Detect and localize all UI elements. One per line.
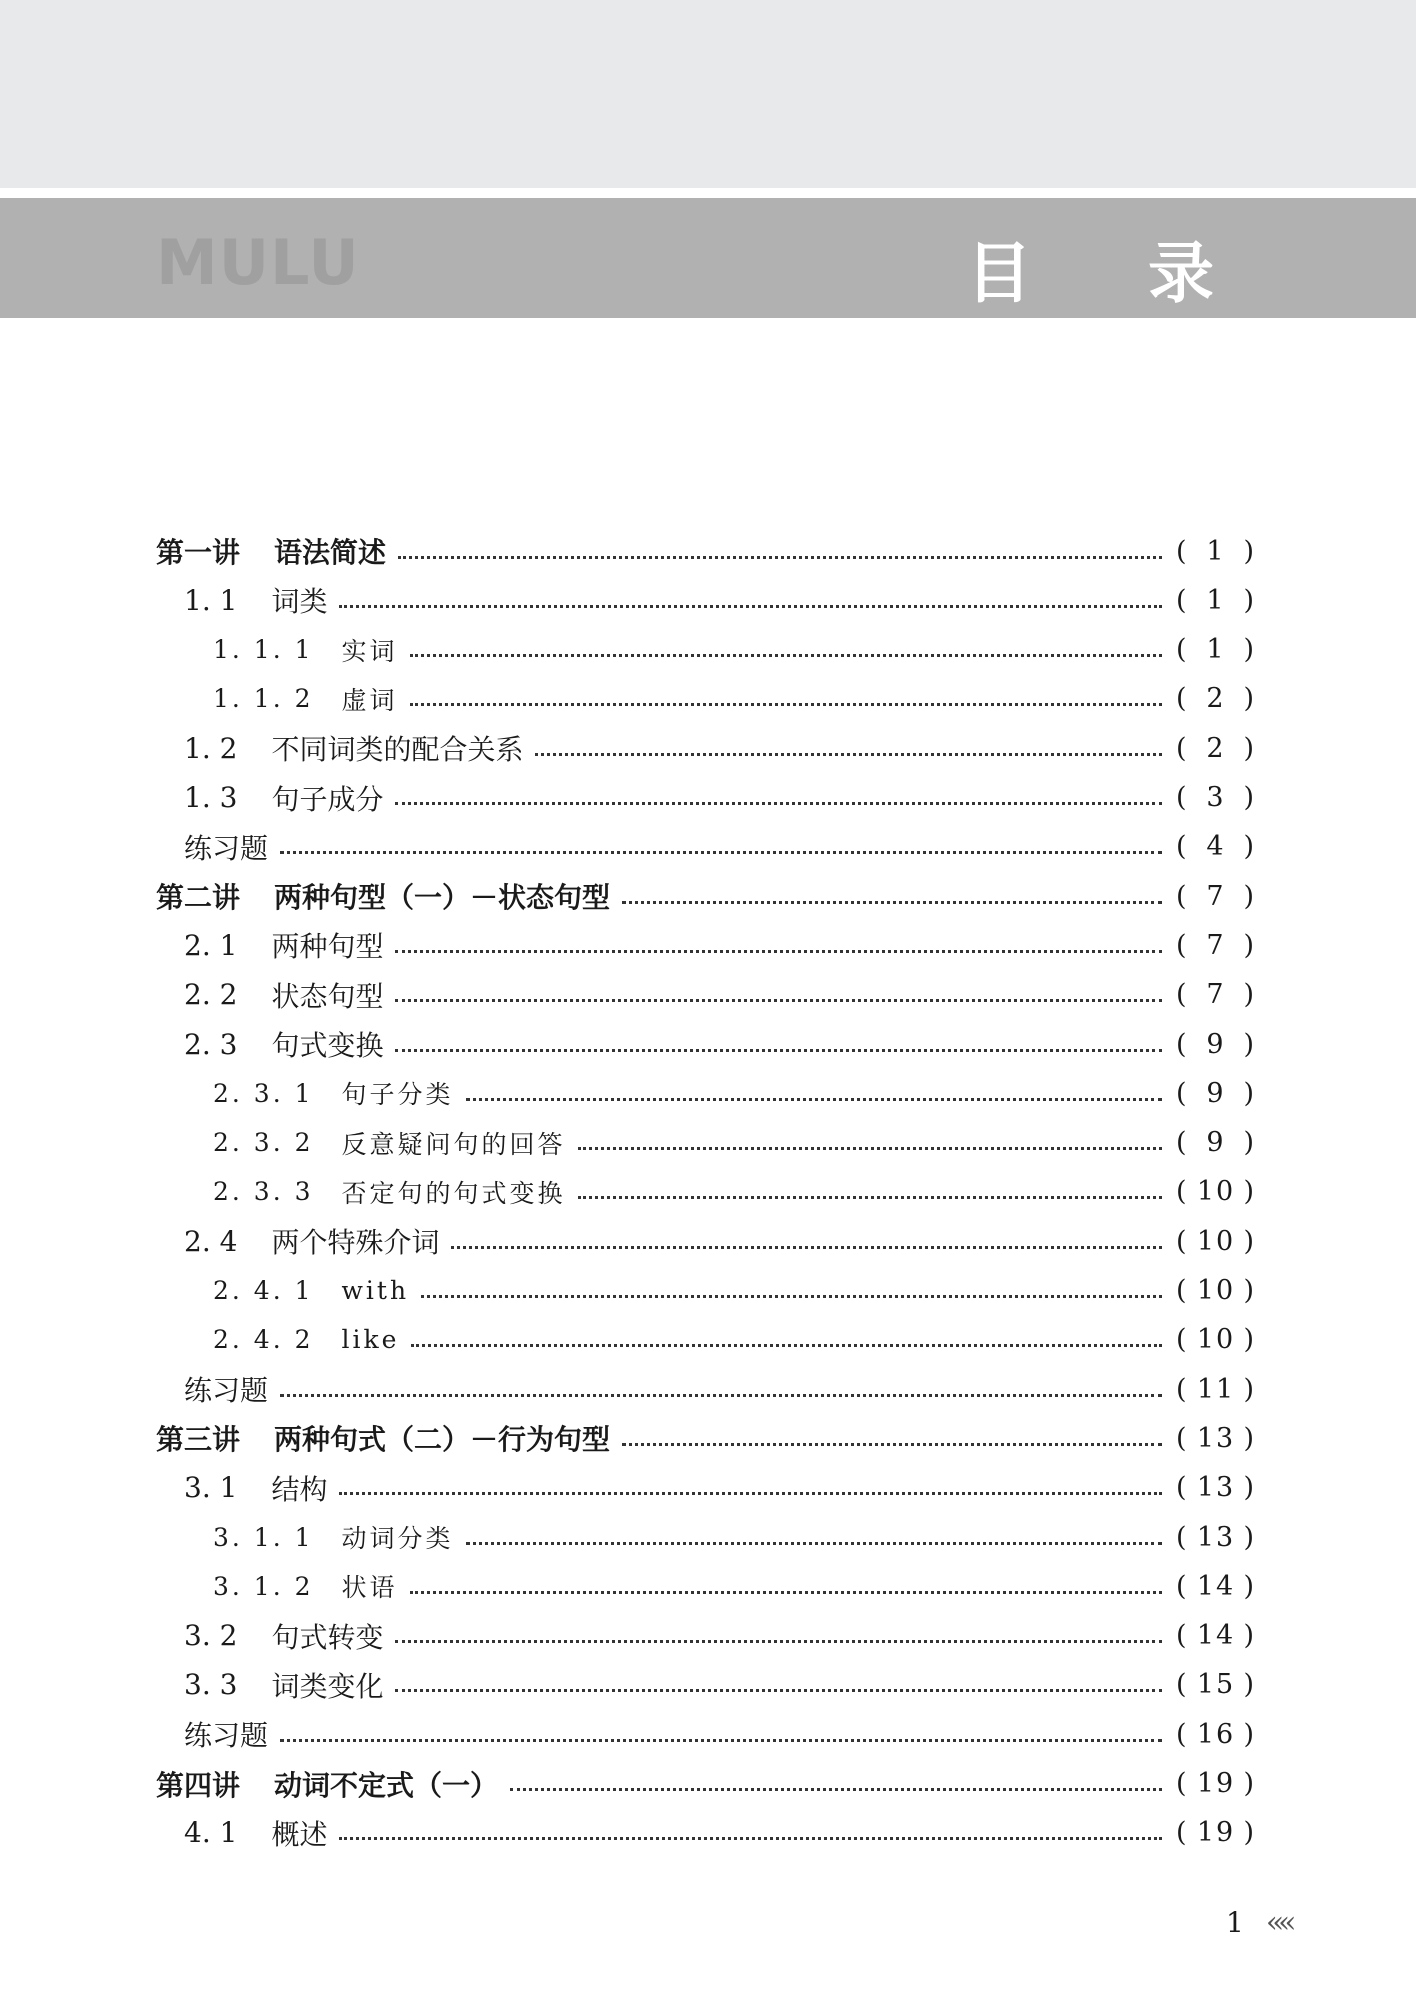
dot-leader [280,851,1162,854]
toc-entry-number: 第一讲 [156,536,241,569]
header-title-char-1: 目 [966,235,1032,312]
toc-entry-label [184,1024,383,1064]
dot-leader [280,1394,1162,1397]
toc-entry-number: 1. 2 [184,731,238,765]
toc-entry-label [184,925,383,965]
toc-entry-label [213,632,398,668]
toc-entry-page: ( 10 ) [1176,1324,1256,1356]
toc-entry[interactable] [0,1317,1416,1363]
toc-entry-label [213,1276,409,1305]
toc-entry-number: 3. 3 [184,1668,238,1702]
toc-entry-page: ( 1 ) [1176,634,1256,666]
toc-entry-page: ( 13 ) [1176,1472,1256,1504]
toc-entry-page-number: 3 [1206,782,1226,813]
toc-entry-label [184,580,327,620]
toc-entry[interactable] [0,1711,1416,1757]
toc-entry[interactable] [0,1465,1416,1511]
dot-leader [339,605,1162,608]
toc-entry-number: 3. 1. 2 [213,1571,314,1601]
toc-entry-title: 概述 [271,1817,328,1851]
toc-entry-page: ( 7 ) [1176,979,1256,1011]
dot-leader [466,1542,1162,1545]
toc-entry[interactable] [0,1563,1416,1609]
toc-entry[interactable] [0,528,1416,574]
toc-entry-title: 句式转变 [271,1620,384,1654]
toc-entry-label [156,1764,498,1804]
toc-entry-page: ( 4 ) [1176,831,1256,863]
toc-entry-label [213,1174,566,1210]
toc-entry[interactable] [0,775,1416,821]
toc-entry-page: ( 9 ) [1176,1028,1256,1060]
toc-entry-label [184,1714,268,1754]
toc-entry-title: 句式变换 [271,1029,384,1062]
toc-entry[interactable] [0,1021,1416,1067]
toc-entry-page-number: 10 [1196,1324,1236,1356]
toc-entry-page-number: 1 [1206,584,1226,616]
toc-entry-page: ( 9 ) [1176,1077,1256,1109]
toc-entry-page-number: 10 [1196,1275,1236,1306]
toc-entry-number: 1. 1. 2 [213,684,314,714]
toc-entry-page: ( 19 ) [1176,1768,1256,1799]
toc-entry-page: ( 10 ) [1176,1225,1256,1257]
toc-entry-title: 两种句式（二）－行为句型 [274,1423,611,1457]
toc-entry-title: 练习题 [184,1374,269,1408]
toc-entry-title: 两个特殊介词 [271,1226,440,1260]
toc-entry[interactable] [0,725,1416,771]
toc-entry-page-number: 2 [1206,683,1226,715]
toc-entry-number: 2. 2 [184,978,238,1012]
toc-entry-number: 第三讲 [156,1423,241,1457]
toc-entry-number: 3. 2 [184,1619,238,1653]
toc-entry-number: 第二讲 [156,881,241,915]
toc-entry[interactable] [0,1070,1416,1116]
toc-entry-title: 句子分类 [341,1080,454,1110]
toc-entry-label [213,1568,398,1604]
toc-entry-page: ( 16 ) [1176,1718,1256,1750]
toc-entry[interactable] [0,577,1416,623]
toc-entry[interactable] [0,1218,1416,1264]
dot-leader [410,703,1162,706]
toc-entry-title: 词类 [271,585,328,619]
toc-entry-page-number: 13 [1196,1472,1236,1504]
toc-entry-title: with [341,1276,410,1305]
dot-leader [395,1049,1162,1052]
toc-entry-label [184,1221,439,1261]
dot-leader [410,1591,1162,1594]
toc-entry-number: 第四讲 [156,1768,241,1802]
toc-entry-page: ( 19 ) [1176,1817,1256,1849]
toc-entry[interactable] [0,1415,1416,1461]
toc-entry-page-number: 11 [1196,1373,1236,1405]
toc-entry[interactable] [0,1366,1416,1412]
toc-entry-page-number: 13 [1196,1422,1236,1454]
toc-entry-title: 两种句型（一）－状态句型 [274,881,611,915]
toc-entry-page: ( 13 ) [1176,1422,1256,1454]
dot-leader [280,1739,1162,1742]
dot-leader [395,802,1162,805]
dot-leader [578,1147,1162,1150]
toc-entry-label [213,1075,454,1111]
toc-entry-title: 动词不定式（一） [274,1768,499,1802]
toc-entry-label [184,778,383,818]
toc-entry-label [184,1468,327,1508]
toc-entry-title: 练习题 [184,831,269,865]
toc-entry[interactable] [0,922,1416,968]
toc-entry[interactable] [0,676,1416,722]
toc-entry[interactable] [0,1761,1416,1807]
toc-entry-title: 实词 [341,636,398,666]
toc-entry-page: ( 7 ) [1176,929,1256,961]
toc-entry[interactable] [0,1268,1416,1314]
toc-entry-page-number: 2 [1206,732,1226,764]
dot-leader [466,1098,1162,1101]
toc-entry-number: 1. 1 [184,583,238,617]
toc-entry[interactable] [0,1613,1416,1659]
dot-leader [451,1246,1162,1249]
toc-entry-page-number: 16 [1196,1718,1236,1750]
dot-leader [421,1295,1162,1298]
toc-entry-title: 练习题 [184,1719,269,1753]
dot-leader [622,901,1162,904]
toc-entry-title: 语法简述 [274,536,387,569]
toc-entry-number: 2. 3. 1 [213,1078,314,1108]
top-band [0,0,1416,188]
dot-leader [395,950,1162,953]
toc-entry-page: ( 15 ) [1176,1669,1256,1701]
toc-entry-title: 词类变化 [271,1669,384,1703]
dot-leader [411,1344,1162,1347]
toc-entry[interactable] [0,1169,1416,1215]
toc-entry-page-number: 7 [1206,979,1226,1011]
toc-entry[interactable] [0,1810,1416,1856]
toc-entry-page: ( 14 ) [1176,1570,1256,1602]
toc-entry[interactable] [0,972,1416,1018]
toc-entry-label [213,1125,566,1161]
toc-entry-page-number: 10 [1196,1176,1236,1208]
toc-entry-number: 1. 1. 1 [213,635,314,665]
toc-entry-number: 4. 1 [184,1816,238,1850]
dot-leader [339,1837,1162,1840]
toc-entry-label [156,1418,610,1458]
double-chevron-left-icon: «« [1265,1905,1291,1940]
toc-entry-page: ( 10 ) [1176,1176,1256,1208]
toc-entry-title: 否定句的句式变换 [341,1178,566,1208]
toc-entry-title: 状态句型 [271,979,384,1013]
toc-entry-page-number: 15 [1196,1669,1236,1701]
dot-leader [622,1443,1162,1446]
toc-entry-page-number: 10 [1196,1225,1236,1257]
toc-entry-page: ( 3 ) [1176,782,1256,813]
dot-leader [510,1788,1162,1791]
toc-entry-page-number: 19 [1196,1817,1236,1849]
toc-entry-page-number: 13 [1196,1521,1236,1553]
page-number: 1 [1226,1906,1244,1939]
toc-entry-number: 1. 3 [184,781,238,814]
toc-entry-label [156,531,386,571]
toc-entry-page: ( 2 ) [1176,683,1256,715]
toc-entry-page: ( 14 ) [1176,1620,1256,1652]
toc-entry-page: ( 13 ) [1176,1521,1256,1553]
dot-leader [395,1640,1162,1643]
toc-entry[interactable] [0,873,1416,919]
dot-leader [339,1492,1162,1495]
toc-entry-page-number: 9 [1206,1077,1226,1109]
toc-entry-page: ( 11 ) [1176,1373,1256,1405]
toc-entry-number: 2. 4. 2 [213,1325,314,1355]
toc-entry-label [184,1813,327,1853]
toc-entry-number: 2. 3. 3 [213,1177,314,1207]
toc-entry-label [184,827,268,867]
toc-entry-title: like [341,1325,400,1355]
toc-entry-label [213,1325,399,1354]
toc-entry-page: ( 9 ) [1176,1127,1256,1159]
toc-entry-label [213,1519,454,1555]
toc-entry-page-number: 19 [1196,1768,1236,1799]
dot-leader [535,753,1162,756]
toc-entry-title: 句子成分 [271,782,384,816]
toc-entry-page-number: 7 [1206,929,1226,961]
dot-leader [398,556,1162,559]
toc-entry-label [184,1665,383,1705]
toc-entry-page-number: 1 [1206,535,1226,567]
toc-entry-label [184,975,383,1015]
toc-entry-number: 2. 4 [184,1224,238,1258]
header-title-char-2: 录 [1148,235,1214,312]
toc-entry-label [184,1369,268,1409]
toc-entry[interactable] [0,824,1416,870]
toc-entry-title: 反意疑问句的回答 [341,1129,566,1159]
toc-entry-number: 2. 3 [184,1027,238,1061]
dot-leader [410,654,1162,657]
toc-entry-label [184,1616,383,1656]
toc-entry-title: 虚词 [341,685,398,715]
dot-leader [578,1196,1162,1199]
header-roman-title: MULU [156,226,360,299]
toc-entry-label [184,728,523,768]
toc-entry-page: ( 2 ) [1176,732,1256,764]
toc-entry-page: ( 10 ) [1176,1275,1256,1306]
toc-entry-title: 两种句型 [271,930,384,964]
dot-leader [395,1689,1162,1692]
toc-entry-label [156,876,610,916]
toc-entry[interactable] [0,1120,1416,1166]
toc-entry-page-number: 14 [1196,1570,1236,1602]
toc-entry-page: ( 1 ) [1176,584,1256,616]
toc-entry-number: 3. 1 [184,1471,238,1505]
toc-entry-page: ( 7 ) [1176,880,1256,912]
toc-entry[interactable] [0,1514,1416,1560]
toc-entry[interactable] [0,627,1416,673]
toc-entry-page-number: 9 [1206,1127,1226,1159]
toc-entry-label [213,681,398,717]
page-footer [1226,1905,1291,1940]
toc-entry-number: 2. 4. 1 [213,1276,314,1305]
toc-entry-number: 2. 3. 2 [213,1128,314,1158]
dot-leader [395,999,1162,1002]
toc-entry-title: 状语 [341,1573,398,1603]
toc-entry-page: ( 1 ) [1176,535,1256,567]
toc-entry-page-number: 9 [1206,1028,1226,1060]
toc-entry-title: 结构 [271,1472,328,1506]
toc-entry-page-number: 1 [1206,634,1226,666]
toc-entry-page-number: 14 [1196,1620,1236,1652]
toc-entry-number: 2. 1 [184,928,238,962]
toc-entry-page-number: 4 [1206,831,1226,863]
toc-entry-title: 动词分类 [341,1524,454,1553]
toc-entry[interactable] [0,1662,1416,1708]
toc-entry-number: 3. 1. 1 [213,1522,314,1552]
toc-entry-page-number: 7 [1206,880,1226,912]
toc-entry-title: 不同词类的配合关系 [271,733,524,767]
